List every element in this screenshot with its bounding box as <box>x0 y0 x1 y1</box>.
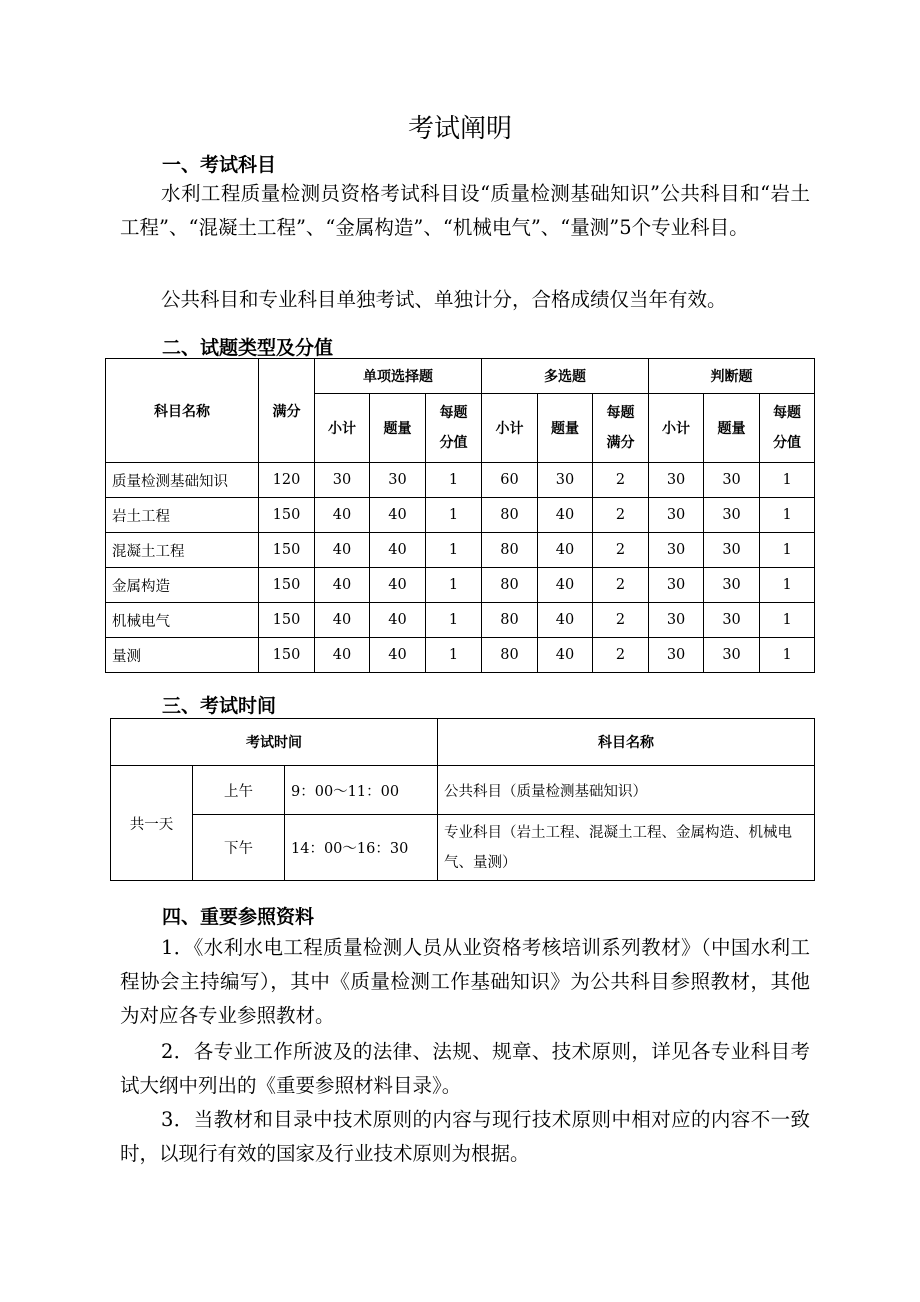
paragraph-scoring: 公共科目和专业科目单独考试、单独计分，合格成绩仅当年有效。 <box>161 288 727 311</box>
exam-time-table <box>110 718 815 881</box>
header-count: 题量 <box>538 394 593 463</box>
table-row <box>106 603 815 638</box>
value-cell: 40 <box>370 568 426 603</box>
paragraph-subjects: 水利工程质量检测员资格考试科目设“质量检测基础知识”公共科目和“岩土工程”、“混凝土工程”、“金属构造”、“机械电气”、“量测”5个专业科目。 <box>120 182 810 239</box>
header-count: 题量 <box>704 394 760 463</box>
table-row <box>106 638 815 673</box>
table-row <box>106 568 815 603</box>
value-cell: 80 <box>482 638 538 673</box>
subject-name-cell: 岩土工程 <box>106 498 259 533</box>
value-cell: 40 <box>538 498 593 533</box>
period-afternoon: 下午 <box>193 815 285 881</box>
value-cell: 30 <box>370 463 426 498</box>
header-full-score: 满分 <box>259 359 315 463</box>
value-cell: 30 <box>704 463 760 498</box>
value-cell: 60 <box>482 463 538 498</box>
value-cell: 1 <box>760 533 815 568</box>
value-cell: 40 <box>538 638 593 673</box>
full-score-cell: 120 <box>259 463 315 498</box>
day-label: 共一天 <box>111 766 193 881</box>
value-cell: 80 <box>482 498 538 533</box>
header-subtotal: 小计 <box>315 394 370 463</box>
header-exam-time: 考试时间 <box>111 719 438 766</box>
value-cell: 30 <box>649 498 704 533</box>
value-cell: 40 <box>315 533 370 568</box>
full-score-cell: 150 <box>259 533 315 568</box>
header-count: 题量 <box>370 394 426 463</box>
value-cell: 30 <box>649 568 704 603</box>
value-cell: 2 <box>593 568 649 603</box>
value-cell: 2 <box>593 498 649 533</box>
section-heading-references: 四、重要参照资料 <box>162 906 315 928</box>
value-cell: 2 <box>593 463 649 498</box>
value-cell: 40 <box>370 498 426 533</box>
header-subtotal: 小计 <box>482 394 538 463</box>
value-cell: 1 <box>426 533 482 568</box>
value-cell: 30 <box>649 603 704 638</box>
value-cell: 40 <box>315 638 370 673</box>
paragraph-reference-1: 1．《水利水电工程质量检测人员从业资格考核培训系列教材》（中国水利工程协会主持编写），其中《质量检测工作基础知识》为公共科目参照教材，其他为对应各专业参照教材。 <box>120 936 810 1027</box>
subject-name-cell: 混凝土工程 <box>106 533 259 568</box>
header-single-choice: 单项选择题 <box>315 359 482 394</box>
full-score-cell: 150 <box>259 568 315 603</box>
value-cell: 2 <box>593 603 649 638</box>
value-cell: 80 <box>482 568 538 603</box>
value-cell: 1 <box>426 603 482 638</box>
subject-name-cell: 量测 <box>106 638 259 673</box>
header-per-item: 每题 满分 <box>593 394 649 463</box>
paragraph-reference-3: 3．当教材和目录中技术原则的内容与现行技术原则中相对应的内容不一致时，以现行有效的国家及行业技术原则为根据。 <box>120 1108 810 1165</box>
full-score-cell: 150 <box>259 638 315 673</box>
value-cell: 30 <box>704 603 760 638</box>
value-cell: 40 <box>538 603 593 638</box>
subject-afternoon: 专业科目（岩土工程、混凝土工程、金属构造、机械电气、量测） <box>438 815 815 881</box>
full-score-cell: 150 <box>259 498 315 533</box>
value-cell: 1 <box>760 463 815 498</box>
subject-name-cell: 机械电气 <box>106 603 259 638</box>
section-heading-subjects: 一、考试科目 <box>162 154 277 176</box>
value-cell: 30 <box>704 638 760 673</box>
value-cell: 2 <box>593 533 649 568</box>
value-cell: 30 <box>538 463 593 498</box>
value-cell: 30 <box>315 463 370 498</box>
page-title: 考试阐明 <box>407 114 512 144</box>
value-cell: 40 <box>370 533 426 568</box>
question-type-table <box>105 358 815 673</box>
table-row <box>106 533 815 568</box>
value-cell: 1 <box>760 498 815 533</box>
value-cell: 40 <box>370 603 426 638</box>
table-row <box>106 463 815 498</box>
time-morning: 9：00～11：00 <box>285 766 438 815</box>
value-cell: 40 <box>370 638 426 673</box>
value-cell: 40 <box>315 498 370 533</box>
value-cell: 30 <box>649 463 704 498</box>
section-heading-exam-time: 三、考试时间 <box>162 695 277 717</box>
value-cell: 30 <box>649 533 704 568</box>
paragraph-reference-2: 2．各专业工作所波及的法律、法规、规章、技术原则，详见各专业科目考试大纲中列出的《重要参照材料目录》。 <box>120 1040 810 1097</box>
header-per-item: 每题 分值 <box>426 394 482 463</box>
value-cell: 1 <box>426 638 482 673</box>
value-cell: 1 <box>760 638 815 673</box>
value-cell: 40 <box>538 533 593 568</box>
header-subject-name: 科目名称 <box>106 359 259 463</box>
subject-morning: 公共科目（质量检测基础知识） <box>438 766 815 815</box>
header-subtotal: 小计 <box>649 394 704 463</box>
value-cell: 1 <box>760 568 815 603</box>
value-cell: 1 <box>760 603 815 638</box>
value-cell: 80 <box>482 533 538 568</box>
value-cell: 80 <box>482 603 538 638</box>
value-cell: 30 <box>704 498 760 533</box>
value-cell: 2 <box>593 638 649 673</box>
value-cell: 40 <box>315 568 370 603</box>
period-morning: 上午 <box>193 766 285 815</box>
time-afternoon: 14：00～16：30 <box>285 815 438 881</box>
value-cell: 40 <box>315 603 370 638</box>
header-multi-choice: 多选题 <box>482 359 649 394</box>
value-cell: 1 <box>426 498 482 533</box>
value-cell: 1 <box>426 568 482 603</box>
section-heading-question-types: 二、试题类型及分值 <box>162 337 334 359</box>
header-judgement: 判断题 <box>649 359 815 394</box>
value-cell: 1 <box>426 463 482 498</box>
value-cell: 30 <box>704 533 760 568</box>
value-cell: 40 <box>538 568 593 603</box>
value-cell: 30 <box>704 568 760 603</box>
table-row <box>106 498 815 533</box>
header-per-item: 每题 分值 <box>760 394 815 463</box>
subject-name-cell: 金属构造 <box>106 568 259 603</box>
value-cell: 30 <box>649 638 704 673</box>
header-subject-name: 科目名称 <box>438 719 815 766</box>
subject-name-cell: 质量检测基础知识 <box>106 463 259 498</box>
full-score-cell: 150 <box>259 603 315 638</box>
